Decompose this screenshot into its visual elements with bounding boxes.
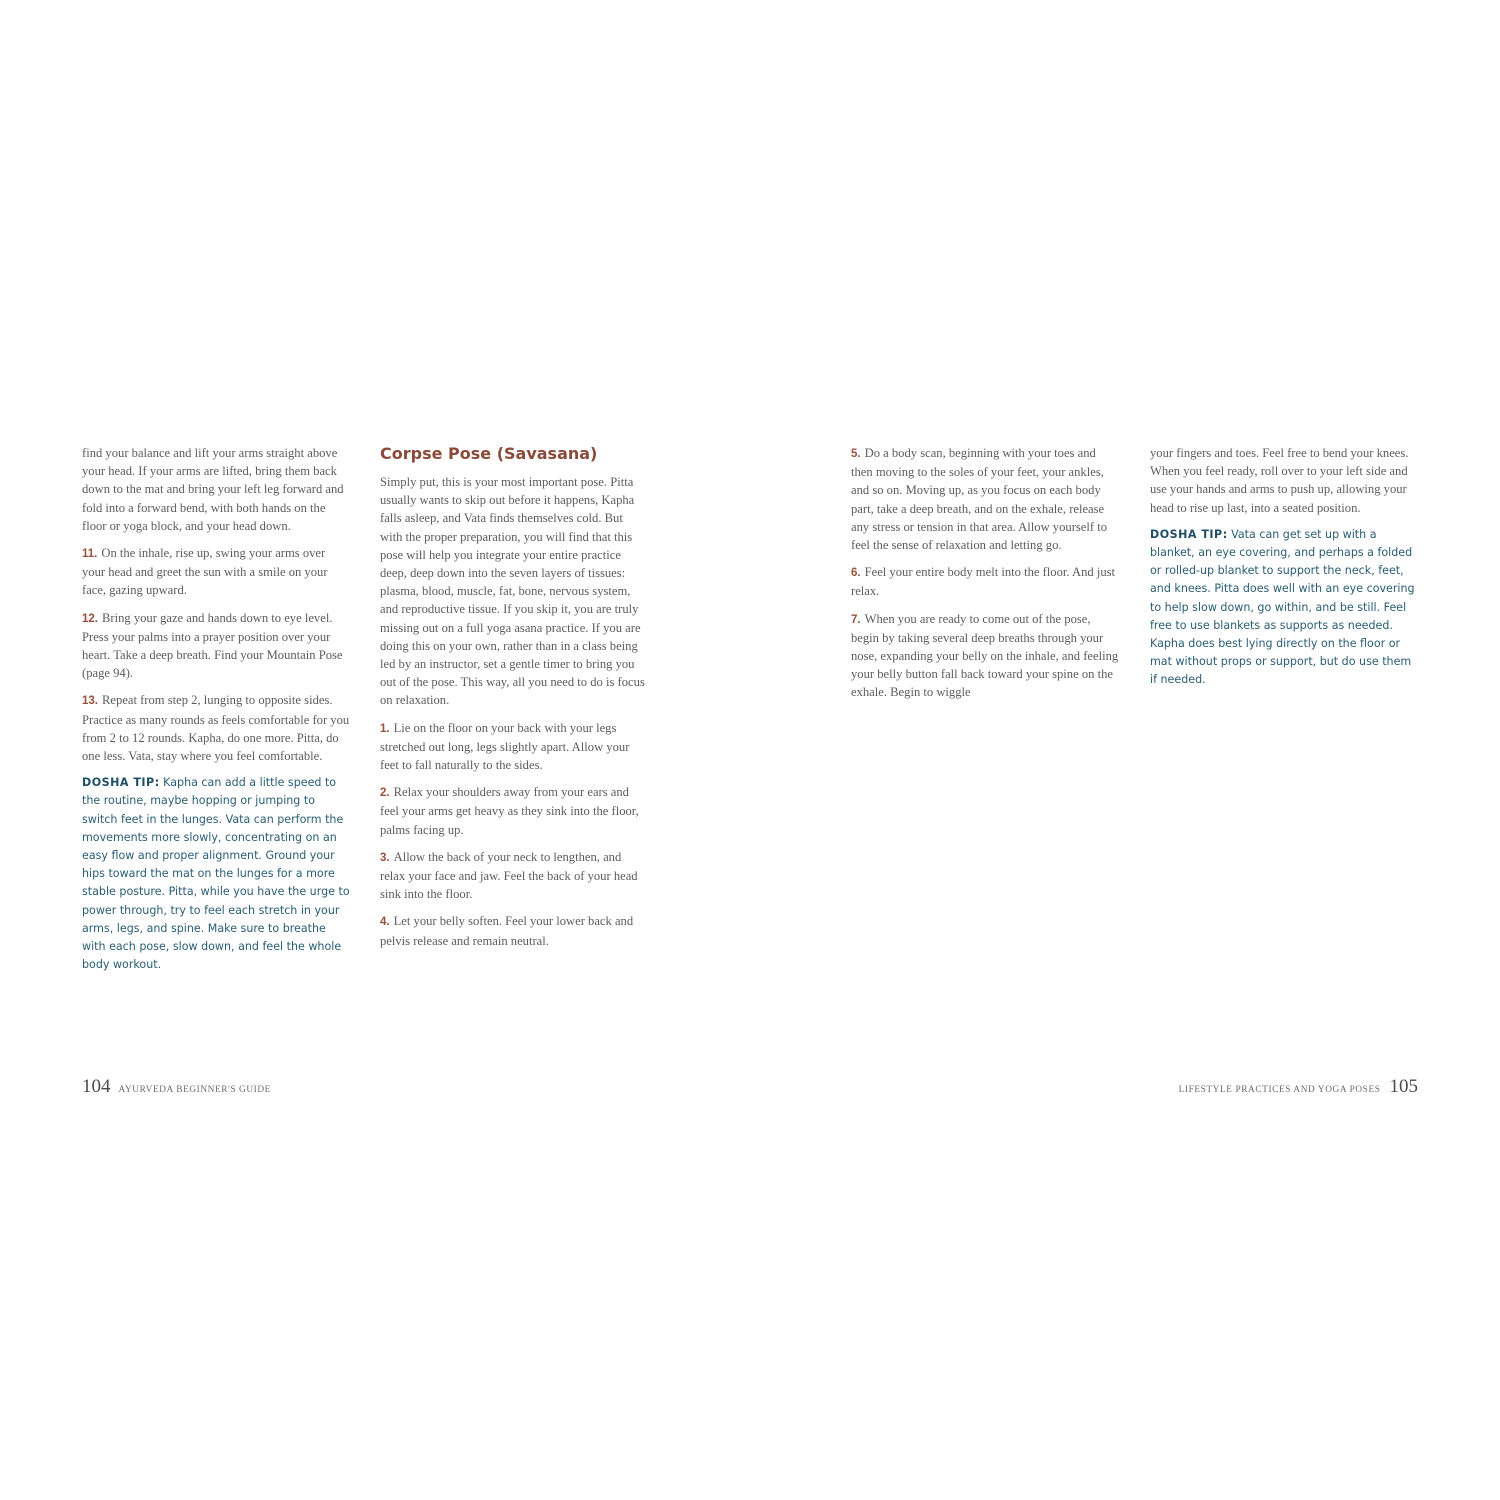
step-12 <box>82 609 350 683</box>
dosha-tip-label: DOSHA TIP: <box>82 776 160 790</box>
step-text: Allow the back of your neck to lengthen, and relax your face and jaw. Feel the back of your head sink into the floor. <box>380 849 638 902</box>
step-13 <box>82 691 350 765</box>
step-number: 7. <box>851 613 861 626</box>
step-number: 2. <box>380 787 390 800</box>
step-1 <box>380 719 648 775</box>
step-number: 4. <box>380 916 390 929</box>
right-page-column-1 <box>851 444 1119 711</box>
dosha-tip-label: DOSHA TIP: <box>1150 527 1228 541</box>
step-number: 11. <box>82 548 98 561</box>
page-number: 105 <box>1389 1076 1418 1097</box>
step-text: Repeat from step 2, lunging to opposite sides. Practice as many rounds as feels comfortable for you from 2 to 12 rounds. Kapha, do one more. Pitta, do one less. Vata, stay where you feel comfortable. <box>82 693 350 764</box>
step-number: 13. <box>82 695 98 708</box>
step-text: Let your belly soften. Feel your lower back and pelvis release and remain neutral. <box>380 914 634 948</box>
dosha-tip-text: Vata can get set up with a blanket, an eye covering, and perhaps a folded or rolled-up blanket to support the neck, feet, and knees. Pitta does well with an eye covering to help slow down, go within, and be still. Feel free to use blankets as supports as needed. Kapha does best lying directly on the floor or mat without props or support, but do use them if needed. <box>1150 527 1415 687</box>
dosha-tip <box>1150 526 1418 690</box>
step-text: Feel your entire body melt into the floor. And just relax. <box>851 565 1116 599</box>
continuation-paragraph: find your balance and lift your arms straight above your head. If your arms are lifted, bring them back down to the mat and bring your left leg forward and fold into a forward bend, with both hands on the floor or yoga block, and your head down. <box>82 446 344 533</box>
dosha-tip <box>82 774 350 974</box>
step-3 <box>380 848 648 904</box>
page-number: 104 <box>82 1076 111 1097</box>
running-head: AYURVEDA BEGINNER'S GUIDE <box>118 1085 271 1095</box>
section-title: Corpse Pose (Savasana) <box>380 444 598 463</box>
step-11 <box>82 544 350 600</box>
step-number: 3. <box>380 851 390 864</box>
step-5 <box>851 444 1119 554</box>
intro-paragraph: Simply put, this is your most important pose. Pitta usually wants to skip out before it happens, Kapha falls asleep, and Vata finds themselves cold. But with the proper preparation, you will find that this pose will help you integrate your entire practice deep, deep down into the seven layers of tissues: plasma, blood, muscle, fat, bone, nervous system, and reproductive tissue. If you skip it, you are truly missing out on a full yoga asana practice. If you are doing this on your own, rather than in a class being led by an instructor, set a gentle timer to bring you out of the pose. This way, all you need to do is focus on relaxation. <box>380 475 645 708</box>
left-page-column-2 <box>380 444 648 959</box>
step-6 <box>851 563 1119 600</box>
step-text: Lie on the floor on your back with your legs stretched out long, legs slightly apart. Allow your feet to fall naturally to the sides. <box>380 720 630 773</box>
right-page-footer <box>1179 1076 1418 1098</box>
running-head: LIFESTYLE PRACTICES AND YOGA POSES <box>1178 1085 1381 1095</box>
step-text: Bring your gaze and hands down to eye level. Press your palms into a prayer position over your heart. Take a deep breath. Find your Mountain Pose (page 94). <box>82 610 343 681</box>
continuation-paragraph: your fingers and toes. Feel free to bend your knees. When you feel ready, roll over to your left side and use your hands and arms to push up, allowing your head to rise up last, into a seated position. <box>1150 446 1409 515</box>
left-page-column-1 <box>82 444 350 983</box>
step-2 <box>380 783 648 839</box>
step-text: Relax your shoulders away from your ears and feel your arms get heavy as they sink into the floor, palms facing up. <box>380 785 639 837</box>
right-page-column-2 <box>1150 444 1418 699</box>
left-page-footer <box>82 1076 271 1098</box>
step-number: 1. <box>380 722 390 735</box>
step-text: Do a body scan, beginning with your toes and then moving to the soles of your feet, your ankles, and so on. Moving up, as you focus on each body part, take a deep breath, and on the exhale, release any stress or tension in that area. Allow yourself to feel the sense of relaxation and letting go. <box>851 446 1108 553</box>
step-number: 5. <box>851 448 861 460</box>
step-text: On the inhale, rise up, swing your arms over your head and greet the sun with a smile on your face, gazing upward. <box>82 546 328 598</box>
step-text: When you are ready to come out of the pose, begin by taking several deep breaths through your nose, expanding your belly on the inhale, and feeling your belly button fall back toward your spine on the exhale. Begin to wiggle <box>851 611 1119 700</box>
step-7 <box>851 610 1119 702</box>
step-number: 12. <box>82 612 98 625</box>
step-number: 6. <box>851 567 861 580</box>
step-4 <box>380 912 648 949</box>
dosha-tip-text: Kapha can add a little speed to the routine, maybe hopping or jumping to switch feet in the lunges. Vata can perform the movements more slowly, concentrating on an easy flow and proper alignment. Ground your hips toward the mat on the lunges for a more stable posture. Pitta, while you have the urge to power through, try to feel each stretch in your arms, legs, and spine. Make sure to breathe with each pose, slow down, and feel the whole body workout. <box>82 776 350 972</box>
